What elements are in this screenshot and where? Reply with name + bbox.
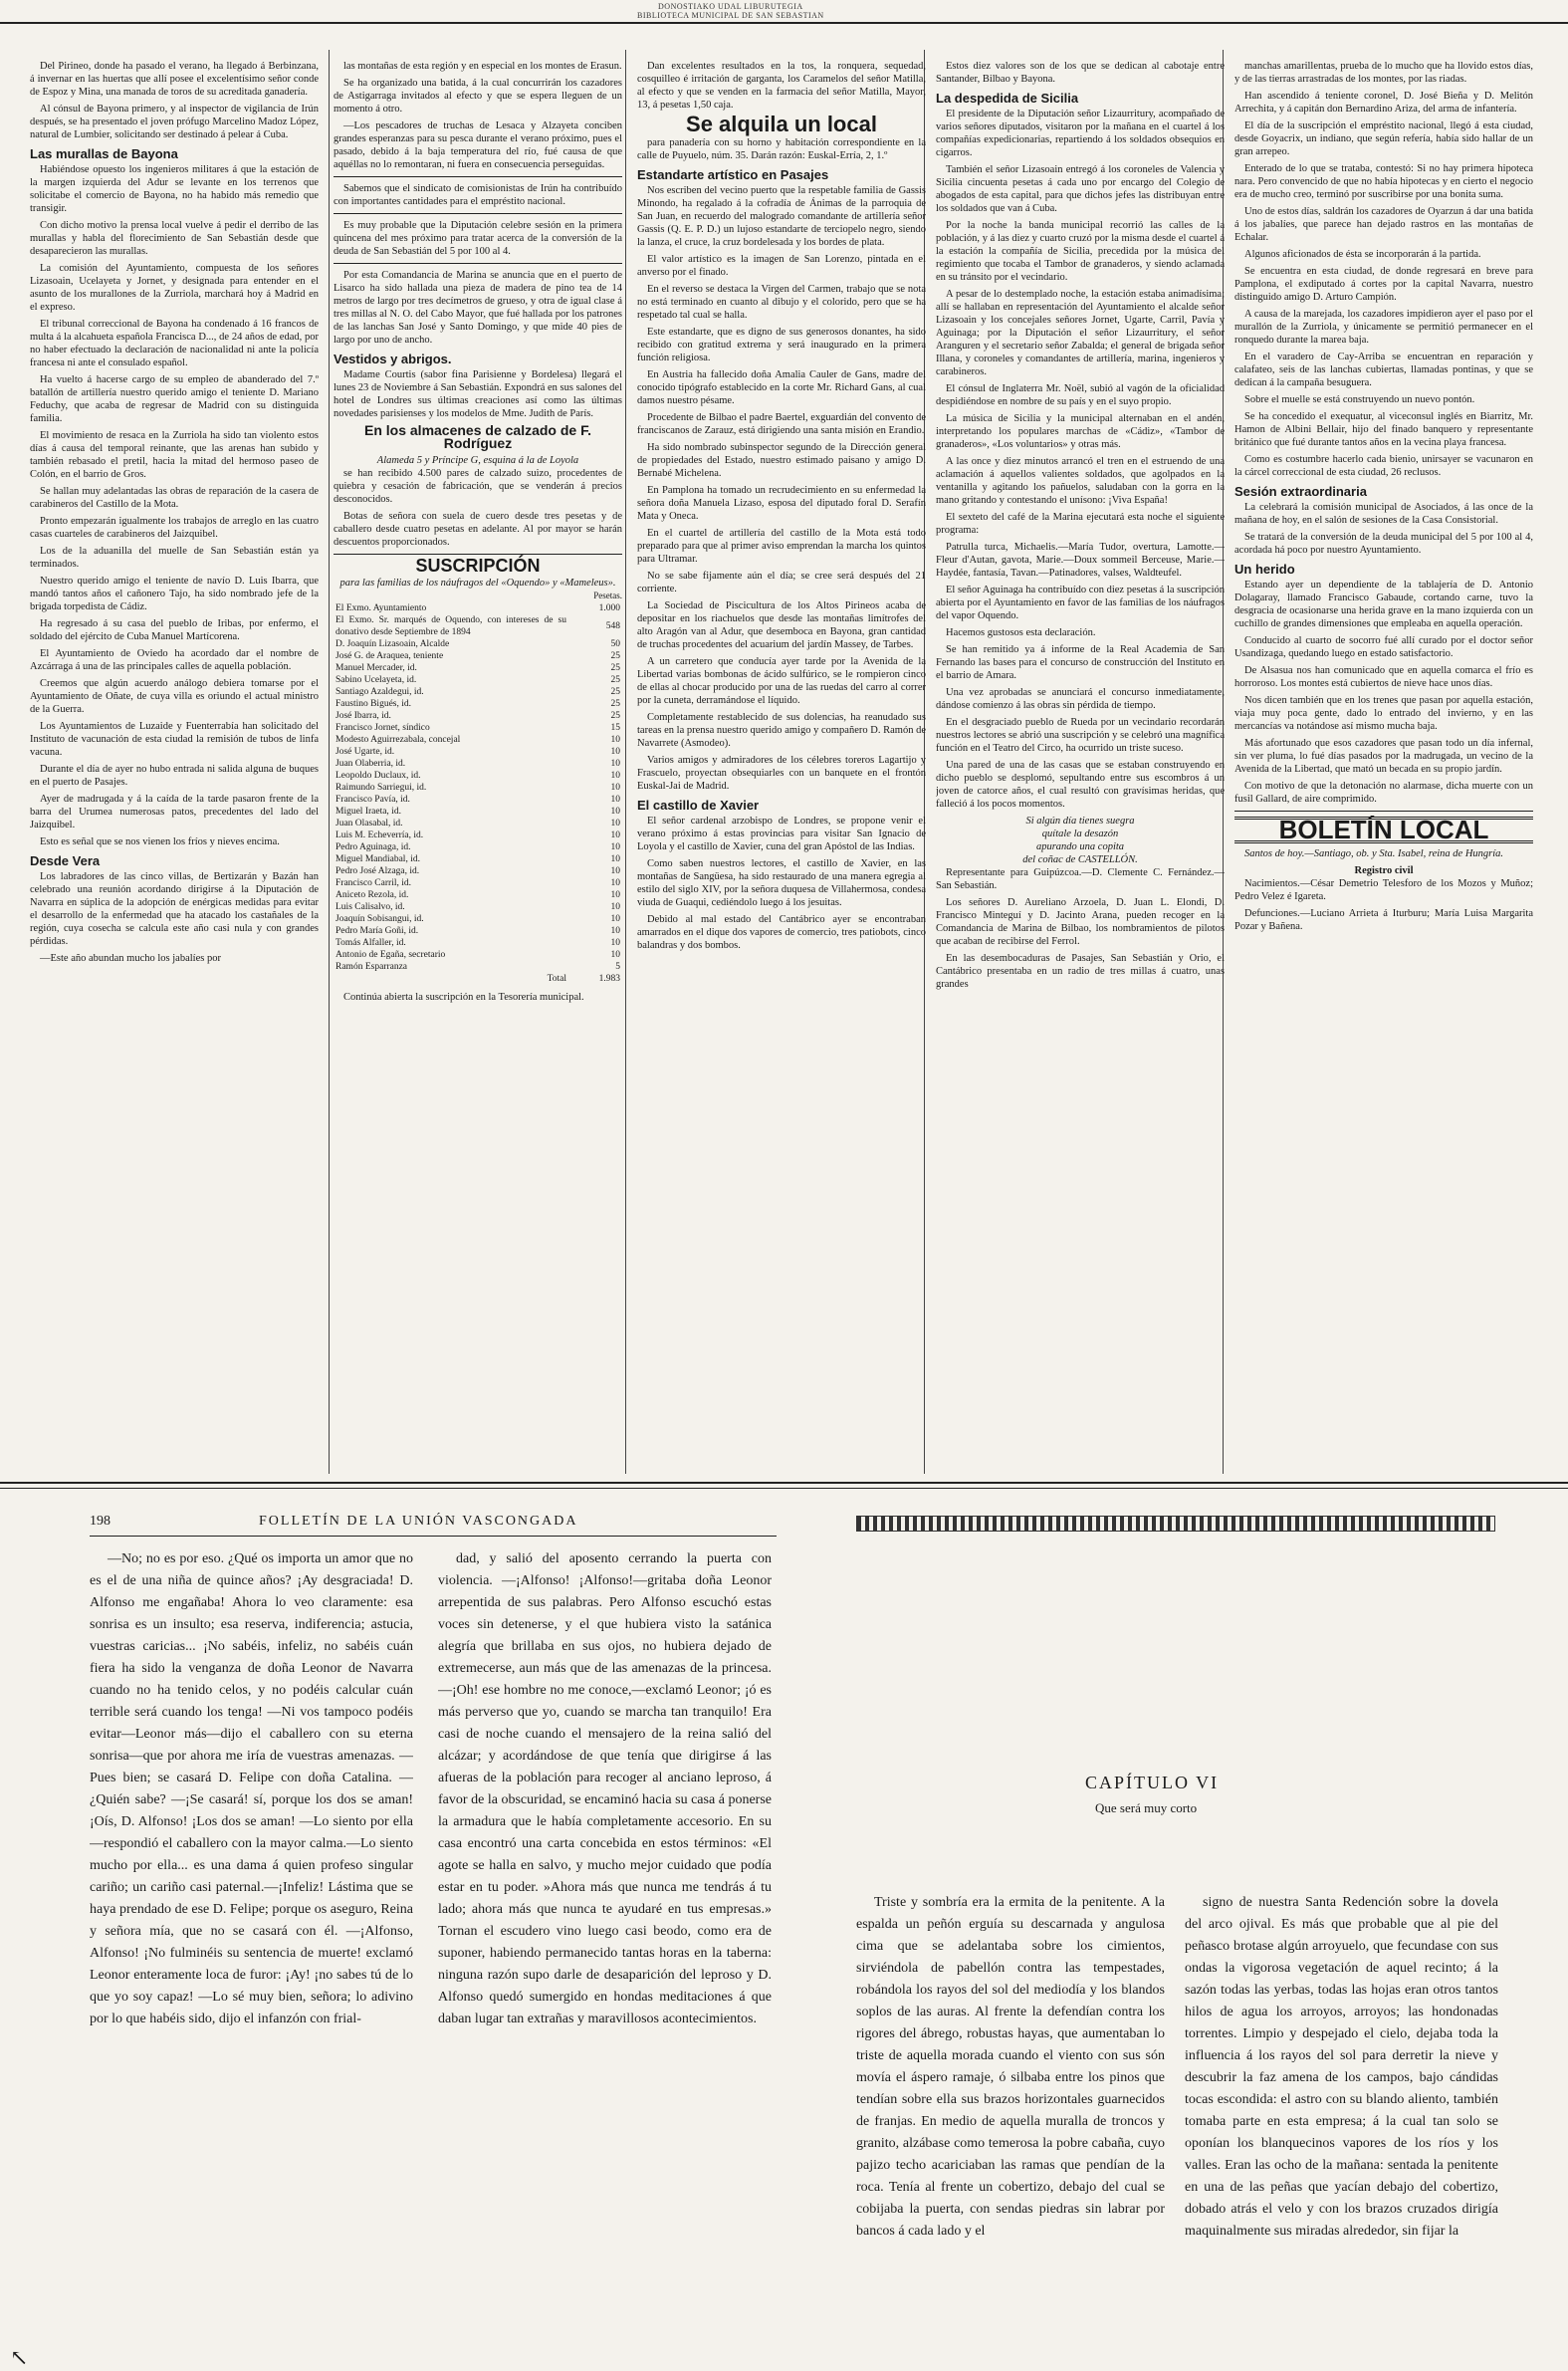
paragraph: Nacimientos.—César Demetrio Telesforo de los Mozos y Muñoz; Pedro Velez é Igareta. — [1234, 878, 1533, 902]
chapter-title: CAPÍTULO VI — [1085, 1773, 1220, 1792]
subscriber-name: Ramón Esparranza — [336, 962, 408, 972]
paragraph: —No; no es por eso. ¿Qué os importa un amor que no es el de una niña de quince años? ¡Ay desgraciada! D. Alfonso me engañaba! Ahora lo veo claramente: esa sonrisa es un insulto; esa reserva, indiferencia; astucia, vuestras caricias... ¡No sabéis, infeliz, no sabéis cuán fiera ha sido la venganza de doña Leonor de Navarra cuando no ha tenido celos, y no podéis calcular cuán terrible será cuando los tenga! —Ni vos tampoco podéis evitar—Leonor más—dijo el caballero con su eterna sonrisa—que por ahora me iría de vuestras amenazas. —Pues bien; se casará D. Felipe con doña Catalina. —¿Quién sabe? —¡Se casará! sí, porque los dos se aman! ¡Oís, D. Alfonso! ¡Los dos se aman! —Lo siento por ella—respondió el caballero con la mayor calma.—Lo siento mucho por ella... es una dama á quien profeso singular cariño; un cariño casi paternal.—¡Infeliz! Lástima que se haya prendado de ese D. Felipe; porque os aseguro, Reina y señora mía, que no se casará con él. —¡Alfonso, Alfonso! ¡No fulminéis su sentencia de muerte! exclamó Leonor enteramente loca de furor: ¡Ay! ¡no sabes tú de lo que yo soy capaz! —Lo sé muy bien, señora; lo adivino por lo que habéis sido, dijo el infanzón con frial- — [90, 1551, 413, 2026]
paragraph: En el reverso se destaca la Virgen del Carmen, trabajo que se nota no está terminado en cuanto al dibujo y el colorido, pero que se ha respetado tal cual se halla. — [637, 284, 926, 321]
subscription-row — [334, 746, 622, 758]
subscription-row — [334, 865, 622, 877]
chapter-subtitle: Que será muy corto — [1095, 1800, 1198, 1815]
subscription-row — [334, 853, 622, 865]
paragraph: Del Pirineo, donde ha pasado el verano, ha llegado á Berbinzana, á invernar en las huertas que allí posee el excelentísimo señor conde de Espoz y Mina, una manada de toros de su acreditada ganadería. — [30, 61, 319, 98]
paragraph: Completamente restablecido de sus dolencias, ha reanudado sus tareas en la prensa nuestro querido amigo y compañero D. Ramón de Navarrete (Asmodeo). — [637, 712, 926, 749]
paragraph: Al cónsul de Bayona primero, y al inspector de vigilancia de Irún después, se ha presentado el joven prófugo Marcelino Madoz López, natural de Lumbier, solicitando ser destinado á pelear á Cuba. — [30, 104, 319, 140]
subscription-amount: 10 — [610, 759, 620, 769]
subscription-amount: 10 — [610, 938, 620, 948]
subscriber-name: El Exmo. Sr. marqués de Oquendo, con intereses de su donativo desde Septiembre de 1894 — [336, 615, 566, 637]
library-stamp — [637, 2, 824, 20]
paragraph: Pronto empezarán igualmente los trabajos de arreglo en las cuatro casas cuarteles de carabineros del Jaizquibel. — [30, 516, 319, 540]
header-rule — [90, 1536, 777, 1537]
subscriber-name: Miguel Mandiabal, id. — [336, 854, 420, 864]
total-label: Total — [547, 974, 566, 984]
column-2 — [334, 60, 622, 1474]
subscription-row — [334, 877, 622, 889]
subscription-amount: 548 — [605, 621, 620, 631]
verse-line: quítale la desazón — [1041, 829, 1119, 839]
subscription-amount: 25 — [610, 699, 620, 709]
cursor-arrow-icon: ↖ — [10, 2345, 29, 2370]
paragraph: A causa de la marejada, los cazadores impidieron ayer el paso por el murallón de la Zurriola, y únicamente se permitió permanecer en el ronquedo durante la marea baja. — [1234, 309, 1533, 346]
subscriber-name: Joaquín Sobisangui, id. — [336, 914, 424, 924]
subscription-amount: 25 — [610, 711, 620, 721]
paragraph: —Este año abundan mucho los jabalíes por — [40, 953, 221, 964]
subscription-amount: 25 — [610, 687, 620, 697]
paragraph: Santos de hoy.—Santiago, ob. y Sta. Isabel, reina de Hungría. — [1244, 848, 1504, 859]
subscription-amount: 10 — [610, 842, 620, 852]
subscription-amount: 10 — [610, 890, 620, 900]
ad-title: En los almacenes de calzado de F. Rodríguez — [364, 422, 591, 451]
paragraph: dad, y salió del aposento cerrando la puerta con violencia. —¡Alfonso! ¡Alfonso!—gritaba doña Leonor arrepentida de sus palabras. Pero Alfonso escuchó estas voces sin detenerse, y el que hubiera visto la satánica alegría que brillaba en sus ojos, no hubiera dejado de extremecerse, aun más que de las amenazas de la princesa. —¡Oh! ese hombre no me conoce,—exclamó Leonor; ¡ó es más perverso que yo, cuando se marcha tan tranquilo! Era casi de noche cuando el mensajero de la reina salió del alcázar; y acordándose de que tenía que dirigirse á las afueras de la población para recoger al anciano leproso, á favor de la obscuridad, se encaminó hacia su casa á ponerse la armadura que le había completamente accesorio. En su casa encontró una carta concebida en estos términos: «El agote se halla en salvo, y mucho mejor cuidado que podía estar en tu poder. »Ahora más que nunca me tendrás á tu lado; ahora más que nunca te ayudaré en tus empresas.» Tornan el escudero vino luego casi beodo, como era de suponer, habiendo permanecido tantas horas en la taberna: ninguna razón supo darle de desaparición del leproso y D. Alfonso quedó sumergido en hondas meditaciones á que daban lugar tan extrañas y maravillosos acontecimientos. — [438, 1551, 772, 2026]
subscriber-name: Faustino Bigués, id. — [336, 699, 412, 709]
section-heading: Sesión extraordinaria — [1234, 484, 1367, 499]
subscription-amount: 25 — [610, 651, 620, 661]
paragraph: También el señor Lizasoain entregó á los coroneles de Valencia y Sicilia cincuenta pesetas á cada uno por encargo del Colegio de abogados de esta capital, para que dichos jefes las distribuyan entre los soldados que van á Cuba. — [936, 164, 1225, 214]
registro-civil-heading: Registro civil — [1354, 865, 1414, 876]
section-divider — [0, 1482, 1568, 1489]
subscription-row — [334, 841, 622, 853]
paragraph: Ha vuelto á hacerse cargo de su empleo de abanderado del 7.º batallón de artillería nuestro querido amigo el teniente D. Mariano Feduchy, que acaba de regresar de Madrid con su distinguida familia. — [30, 374, 319, 424]
paragraph: En el desgraciado pueblo de Rueda por un vecindario recordarán nuestros lectores se abrió una suscripción y se celebró una magnífica función en el Teatro del Circo, ha ocurrido un triste suceso. — [936, 717, 1225, 754]
subscription-amount: 25 — [610, 663, 620, 673]
paragraph: El presidente de la Diputación señor Lizaurritury, acompañado de varios señores diputados, visitaron por la mañana en el cuartel á los compañías expedicionarias, repartiendo á los soldados obsequios en cigarros. — [936, 109, 1225, 158]
paragraph: Hacemos gustosos esta declaración. — [946, 627, 1096, 638]
page-number: 198 — [90, 1514, 111, 1529]
subscriber-name: José G. de Araquea, teniente — [336, 651, 444, 661]
subscriber-name: Sabino Ucelayeta, id. — [336, 675, 417, 685]
subscription-amount: 10 — [610, 771, 620, 781]
subscription-total — [334, 973, 622, 985]
folletin-column-2 — [438, 1548, 772, 2345]
section-heading: Estandarte artístico en Pasajes — [637, 167, 829, 182]
paragraph: Triste y sombría era la ermita de la penitente. A la espalda un peñón erguía su descarnada y angulosa cima que se adelantaba sobre los cimientos, sirviéndola de pabellón contra las tempestades, robándola los rayos del sol del mediodía y los blandos soplos de las auras. Al frente la defendían contra los rigores del ábrego, robustas hayas, que aumentaban lo triste de aquella morada cuando el viento con sus són movía el áspero ramaje, ó silbaba entre los pinos que tendían sobre ella sus brazos horizontales guarnecidos de franjas. En medio de aquella muralla de troncos y granito, alzábase como temerosa la pobre cabaña, cuyo pajizo techo acariciaban las ramas que pendían de la roca. Tenía al frente un cobertizo, debajo del cual se cobijaba la puerta, con sendas piedras sin labrar por bancos á cada lado y el — [856, 1895, 1165, 2239]
paragraph: Han ascendido á teniente coronel, D. José Bieña y D. Melitón Arrechita, y á capitán don Bernardino Ariza, del arma de infantería. — [1234, 91, 1533, 115]
paragraph: Se ha concedido el exequatur, al viceconsul inglés en Biarritz, Mr. Hamon de Albini Bellair, hijo del finado banquero y representante británico que fué durante tantos años en la vecina playa francesa. — [1234, 411, 1533, 448]
subscriber-name: Aniceto Rezola, id. — [336, 890, 409, 900]
subscriber-name: Juan Olasabal, id. — [336, 819, 403, 829]
subscription-amount: 10 — [610, 783, 620, 793]
paragraph: Es muy probable que la Diputación celebre sesión en la primera quincena del mes próximo para tratar acerca de la conversión de la deuda de San Sebastián del 5 por 100 al 4. — [334, 220, 622, 257]
paragraph: Por la noche la banda municipal recorrió las calles de la población, y á las diez y cuarto cruzó por la misma desde el cuartel á la estación la compañía de Sicilia, precedida por la música del regimiento que tocaba el Tambor de granaderos, y siendo aclamada en su tránsito por el vecindario. — [936, 220, 1225, 283]
subscriber-name: Pedro Aguinaga, id. — [336, 842, 411, 852]
rule — [334, 213, 622, 214]
paragraph: Esto es señal que se nos vienen los fríos y nieves encima. — [40, 836, 280, 847]
paragraph: Patrulla turca, Michaelis.—María Tudor, overtura, Lamotte.—Fleur d'Autan, gavota, Marie.—Doux sommeil Berceuse, Marie.—Haydée, fantasía, Tavan.—Patinadores, valses, Waldteufel. — [936, 542, 1225, 579]
total-value: 1.983 — [598, 974, 620, 984]
subscriber-name: José Ugarte, id. — [336, 747, 395, 757]
subscription-row — [334, 913, 622, 925]
paragraph: Ayer de madrugada y á la caída de la tarde pasaron frente de la barra del Urumea numerosas patos, precedentes del lado del Jaizquibel. — [30, 794, 319, 830]
paragraph: El cónsul de Inglaterra Mr. Noël, subió al vagón de la oficialidad despidiéndose en nombre de su país y en el suyo propio. — [936, 383, 1225, 407]
paragraph: Una vez aprobadas se anunciará el concurso inmediatamente, dándose comienzo á las obras sin pérdida de tiempo. — [936, 687, 1225, 711]
subscriber-name: Tomás Alfaller, id. — [336, 938, 406, 948]
subscription-amount: 10 — [610, 747, 620, 757]
subscription-amount: 10 — [610, 878, 620, 888]
ornament-border — [856, 1516, 1495, 1532]
paragraph: En Austria ha fallecido doña Amalia Cauler de Gans, madre del conocido tipógrafo establecido en la corte Mr. Richard Gans, al cual damos nuestro pésame. — [637, 369, 926, 406]
paragraph: En las desembocaduras de Pasajes, San Sebastián y Orio, el Cantábrico presentaba en un radio de tres millas á cuatro, unas grandes — [936, 953, 1225, 990]
paragraph: —Los pescadores de truchas de Lesaca y Alzayeta conciben grandes esperanzas para su pesca durante el verano próximo, pues el pasado, debido á la baja temperatura del río, fué causa de que aquéllas no lo remontaran, ni fuera en consecuencia perseguidas. — [334, 120, 622, 170]
paragraph: Dan excelentes resultados en la tos, la ronquera, sequedad, cosquilleo é irritación de garganta, los Caramelos del señor Matilla, al efecto y que se venden en la farmacia del señor Matilla, Mayor, 13, á pesetas 1,50 caja. — [637, 61, 926, 111]
paragraph: Los labradores de las cinco villas, de Bertizarán y Bazán han celebrado una reunión acordando dirigirse á la Diputación de Navarra en súplica de la adopción de enérgicas medidas para evitar el desarrollo de la enfermedad que ha atacado los castañales de la región, cuya cosecha se calcula este año casi nula y con grandes pérdidas. — [30, 871, 319, 947]
subscriber-name: Luis M. Echeverría, id. — [336, 830, 424, 840]
subscriber-name: Miguel Iraeta, id. — [336, 807, 401, 817]
paragraph: Una pared de una de las casas que se estaban construyendo en dicho pueblo se desplomó, sepultando entre sus escombros á un joven de catorce años, el cual resultó con gravísimas heridas, que falleció á los pocos momentos. — [936, 760, 1225, 810]
paragraph: El movimiento de resaca en la Zurriola ha sido tan violento estos días á causa del temporal reinante, que las arenas han subido y también rebasado el pretil, hacia la mitad del hermoso paseo de Colón, en el barrio de Gros. — [30, 430, 319, 480]
subscriber-name: El Exmo. Ayuntamiento — [336, 603, 427, 613]
paragraph: Nuestro querido amigo el teniente de navío D. Luis Ibarra, que mandó tantos años el cañonero Tajo, ha sido nombrado jefe de la brigada torpedista de Cádiz. — [30, 576, 319, 612]
subscription-amount: 10 — [610, 819, 620, 829]
paragraph: Se ha organizado una batida, á la cual concurrirán los cazadores de Astigarraga invitados al efecto y que se espera lleguen de un momento á otro. — [334, 78, 622, 115]
paragraph: Sabemos que el sindicato de comisionistas de Irún ha contribuído con importantes cantidades para el empréstito nacional. — [334, 183, 622, 207]
subscription-subtitle: para las familias de los náufragos del «Oquendo» y «Mameleus». — [339, 578, 616, 589]
paragraph: Este estandarte, que es digno de sus generosos donantes, ha sido recibido con gratitud extrema y será inaugurado en la primera función religiosa. — [637, 327, 926, 363]
paragraph: No se sabe fijamente aún el día; se cree será después del 21 corriente. — [637, 571, 926, 594]
subscriber-name: José Ibarra, id. — [336, 711, 391, 721]
paragraph: Ha regresado á su casa del pueblo de Iribas, por enfermo, el soldado del ejército de Cuba Manuel Martícorena. — [30, 618, 319, 642]
verse-line: apurando una copita — [1035, 841, 1125, 852]
subscription-amount: 25 — [610, 675, 620, 685]
section-heading: Vestidos y abrigos. — [334, 352, 452, 366]
paragraph: Creemos que algún acuerdo análogo debiera tomarse por el Ayuntamiento de Oñate, de cuya villa es oriundo el actual ministro de la Guerra. — [30, 678, 319, 715]
subscriber-name: Santiago Azaldegui, id. — [336, 687, 424, 697]
subscriber-name: Francisco Jornet, síndico — [336, 723, 430, 733]
subscription-row — [334, 806, 622, 818]
paragraph: se han recibido 4.500 pares de calzado suizo, procedentes de quiebra y cesación de fabricación, que se venderán á precios desconocidos. — [334, 468, 622, 505]
paragraph: Estando ayer un dependiente de la tablajería de D. Antonio Dolagaray, llamado Francisco Gabaude, cortando carne, tuvo la desgracia de ocasionarse una herida grave en la mano izquierda con un cuchillo de grandes dimensiones que empleaba en aquella operación. — [1234, 580, 1533, 629]
paragraph: Habiéndose opuesto los ingenieros militares á que la estación de la margen izquierda del Adur se levante en los terrenos que solicitabe el comercio de Bayona, no ha habido más remedio que transigir. — [30, 164, 319, 214]
folletin-column-1 — [90, 1548, 413, 2345]
paragraph: En el cuartel de artillería del castillo de la Mota está todo preparado para que al primer aviso emprendan la marcha los quintos para Ultramar. — [637, 528, 926, 565]
paragraph: La música de Sicilia y la municipal alternaban en el andén, interpretando los populares marchas de «Cádiz», «Tambor de granaderos», «Los voluntarios» y otras más. — [936, 413, 1225, 450]
paragraph: Más afortunado que esos cazadores que pasan todo un día infernal, sin ver pluma, lo fué días pasados por la madrugada, un vecino de la Avenida de la Libertad, que mató un becada en su propio jardín. — [1234, 738, 1533, 775]
subscription-row — [334, 638, 622, 650]
subscription-amount: 50 — [610, 639, 620, 649]
subscriber-name: Francisco Pavía, id. — [336, 795, 410, 805]
header-strip — [0, 0, 1568, 24]
paragraph: para panadería con su horno y habitación correspondiente en la calle de Puyuelo, núm. 35. Darán razón: Euskal-Erría, 2, 1.º — [637, 137, 926, 161]
paragraph: Continúa abierta la suscripción en la Tesorería municipal. — [343, 992, 584, 1003]
ad-subtitle: Alameda 5 y Príncipe G, esquina á la de Loyola — [376, 455, 579, 466]
ad-title: Se alquila un local — [686, 112, 877, 136]
paragraph: La comisión del Ayuntamiento, compuesta de los señores Lizasoain, Ucelayeta y Jornet, y designada para entender en el asunto de los murallones de la Zurriola, marchará hoy á Madrid en el expreso. — [30, 263, 319, 313]
subscription-row — [334, 937, 622, 949]
subscription-row — [334, 961, 622, 973]
paragraph: Se tratará de la conversión de la deuda municipal del 5 por 100 al 4, acordada há poco por nuestro Ayuntamiento. — [1234, 532, 1533, 556]
paragraph: Como saben nuestros lectores, el castillo de Xavier, en las montañas de Sangüesa, ha sido restaurado de una manera egregia al estilo del siglo XIV, por la señora duquesa de Villahermosa, condesa viuda de Guaqui, cediéndolo luego á los jesuitas. — [637, 858, 926, 908]
paragraph: Los Ayuntamientos de Luzaide y Fuenterrabía han solicitado del Instituto de vacunación de esta ciudad la remisión de tubos de linfa vacuna. — [30, 721, 319, 758]
subscription-row — [334, 901, 622, 913]
paragraph: A un carretero que conducía ayer tarde por la Avenida de la Libertad varias bombonas de ácido sulfúrico, se le rompieron cinco de ellas al chocar producido por una de las ruedas del carro al correr por la cuneta, derramándose el líquido. — [637, 656, 926, 706]
paragraph: Procedente de Bilbao el padre Baertel, exguardián del convento de franciscanos de Zarauz, está dirigiendo una santa misión en Erandio. — [637, 412, 926, 436]
subscription-row — [334, 698, 622, 710]
boletin-local-title: BOLETÍN LOCAL — [1234, 817, 1533, 843]
subscriber-name: Antonio de Egaña, secretario — [336, 950, 446, 960]
paragraph: Por esta Comandancia de Marina se anuncia que en el puerto de Lisarco ha sido hallada una pieza de madera de pino tea de 14 metros de largo por tres decímetros de grueso, y otra de igual clase á tres millas al N. O. del Cabo Mayor, que fué hallada por los patrones de las lanchas San José y Santo Domingo, y que mide 40 pies de largo por uno de ancho. — [334, 270, 622, 346]
paragraph: Botas de señora con suela de cuero desde tres pesetas y de caballero desde cuatro pesetas en adelante. Al por mayor se harán descuentos proporcionados. — [334, 511, 622, 548]
paragraph: En Pamplona ha tomado un recrudecimiento en su enfermedad la señora doña Manuela Lizaso, esposa del diputado foral D. Serafín Mata y Oneca. — [637, 485, 926, 522]
subscription-unit: Pesetas. — [593, 591, 622, 600]
column-3 — [637, 60, 926, 1474]
rule — [1234, 811, 1533, 812]
folletin-section — [0, 1494, 1568, 2370]
subscriber-name: Manuel Mercader, id. — [336, 663, 417, 673]
paragraph: Durante el día de ayer no hubo entrada ni salida alguna de buques en el puerto de Pasajes. — [30, 764, 319, 788]
subscription-row — [334, 674, 622, 686]
paragraph: Con motivo de que la detonación no alarmase, dicha muerte con un fusil Gallard, de aire comprimido. — [1234, 781, 1533, 805]
paragraph: Como es costumbre hacerlo cada bienio, unirsayer se vacunaron en la cárcel correccional de esta ciudad, 26 reclusos. — [1234, 454, 1533, 478]
subscriber-name: Luis Calisalvo, id. — [336, 902, 405, 912]
subscription-row — [334, 770, 622, 782]
verse-line: Si algún día tienes suegra — [1025, 816, 1135, 827]
subscription-row — [334, 614, 622, 638]
paragraph: Con dicho motivo la prensa local vuelve á pedir el derribo de las murallas y habla del florecimiento de San Sebastián desde que desaparecieron las murallas. — [30, 220, 319, 257]
paragraph: Representante para Guipúzcoa.—D. Clemente C. Fernández.—San Sebastián. — [936, 867, 1225, 891]
subscriber-name: Leopoldo Duclaux, id. — [336, 771, 421, 781]
subscriber-name: Modesto Aguirrezabala, concejal — [336, 735, 461, 745]
verse — [936, 815, 1225, 866]
subscription-amount: 10 — [610, 914, 620, 924]
paragraph: El valor artístico es la imagen de San Lorenzo, pintada en el anverso por el finado. — [637, 254, 926, 278]
subscription-row — [334, 794, 622, 806]
paragraph: El sexteto del café de la Marina ejecutará esta noche el siguiente programa: — [936, 512, 1225, 536]
paragraph: A las once y diez minutos arrancó el tren en el estruendo de una aclamación á aquellos valientes soldados, que agolpados en la ventanilla y agitando los pañuelos, saludaban con la gorra en la mano gritando y contestando el unísono: ¡Viva España! — [936, 456, 1225, 506]
top-columns — [30, 60, 1543, 1474]
paragraph: Se encuentra en esta ciudad, de donde regresará en breve para Pamplona, el exdiputado á cortes por la capital Navarra, nuestro distinguido amigo D. Arturo Campión. — [1234, 266, 1533, 303]
subscriber-name: Raimundo Sarriegui, id. — [336, 783, 427, 793]
subscription-amount: 15 — [610, 723, 620, 733]
rule — [334, 176, 622, 177]
subscription-row — [334, 758, 622, 770]
subscription-row — [334, 686, 622, 698]
paragraph: El señor Aguinaga ha contribuído con diez pesetas á la suscripción abierta por el Ayuntamiento en favor de las familias de los náufragos del vapor Oquendo. — [936, 585, 1225, 621]
subscription-row — [334, 662, 622, 674]
paragraph: Se han remitido ya á informe de la Real Academia de San Fernando las bases para el concurso de construcción del Instituto en el barrio de Amara. — [936, 644, 1225, 681]
subscription-row — [334, 710, 622, 722]
column-5 — [1234, 60, 1533, 1474]
paragraph: A pesar de lo destemplado noche, la estación estaba animadísima; allí se hallaban en representación del Ayuntamiento el alcalde señor Lizasoain y los concejales señores Jornet, Ugarte, Carril, Pavía y Aguinaga; por la Diputación el señor Lizaurritury, el señor Aranguren y el secretario señor Zabalda; el general de brigada señor Illana, y coroneles y comandantes de artillería, marina, ingenieros y carabineros. — [936, 289, 1225, 377]
paragraph: Defunciones.—Luciano Arrieta á Iturburu; María Luisa Margarita Pozar y Bañena. — [1234, 908, 1533, 932]
paragraph: Los de la aduanilla del muelle de San Sebastián están ya terminados. — [30, 546, 319, 570]
paragraph: Ha sido nombrado subinspector segundo de la Dirección general de propiedades del Estado, nuestro estimado paisano y amigo D. Bernabé Michelena. — [637, 442, 926, 479]
subscription-title: SUSCRIPCIÓN — [415, 556, 541, 576]
subscription-row — [334, 734, 622, 746]
paragraph: Varios amigos y admiradores de los célebres toreros Lagartijo y Frascuelo, proyectan obsequiarles con un banquete en el frontón Euskal-Jai de Madrid. — [637, 755, 926, 792]
paragraph: manchas amarillentas, prueba de lo mucho que ha llovido estos días, y de las tierras arrastradas de los montes, por las riadas. — [1234, 61, 1533, 85]
subscription-row — [334, 602, 622, 614]
paragraph: El tribunal correccional de Bayona ha condenado á 16 francos de multa á la alcahueta española Francisca D..., de 24 años de edad, por no haber efectuado la declaración de nacionalidad ni ante la policía francesa ni ante el consulado español. — [30, 319, 319, 368]
section-heading: El castillo de Xavier — [637, 798, 760, 813]
paragraph: Estos diez valores son de los que se dedican al cabotaje entre Santander, Bilbao y Bayona. — [936, 61, 1225, 85]
subscriber-name: Francisco Carril, id. — [336, 878, 411, 888]
subscription-amount: 10 — [610, 866, 620, 876]
paragraph: El señor cardenal arzobispo de Londres, se propone venir el verano próximo á estas provincias para visitar San Ignacio de Loyola y el castillo de Xavier, cuna del gran Apóstol de las Indias. — [637, 816, 926, 852]
paragraph: las montañas de esta región y en especial en los montes de Erasun. — [343, 61, 622, 72]
folletin-column-3 — [856, 1892, 1165, 2360]
rule — [334, 554, 622, 555]
paragraph: El Ayuntamiento de Oviedo ha acordado dar el nombre de Azcárraga á una de las principales calles de aquella población. — [30, 648, 319, 672]
paragraph: Nos escriben del vecino puerto que la respetable familia de Gassis Minondo, ha regalado á la cofradía de Ánimas de la parroquia de San Juan, en recuerdo del malogrado comandante de artillería señor Gassis (Q. E. P. D.) un lujoso estandarte de terciopelo negro, siendo la lanza, el cruce, la cruz bordelesada y los bordes de plata. — [637, 185, 926, 248]
subscription-amount: 10 — [610, 807, 620, 817]
subscription-amount: 5 — [615, 962, 620, 972]
subscription-row — [334, 830, 622, 841]
subscription-amount: 10 — [610, 795, 620, 805]
subscriber-name: Juan Olaberria, id. — [336, 759, 406, 769]
paragraph: Nos dicen también que en los trenes que pasan por aquella estación, viaja muy poca gente, dado lo entrado del invierno, y en las mercancías va notándose así mismo mucha baja. — [1234, 695, 1533, 732]
paragraph: Enterado de lo que se trataba, contestó: Si no hay primera hipoteca nara. Pero convencido de que no había hipotecas y en cierto el negocio era de mucho creo, terminó por suscribirse por una bonita suma. — [1234, 163, 1533, 200]
folletin-column-4 — [1185, 1892, 1498, 2360]
subscription-row — [334, 949, 622, 961]
paragraph: La Sociedad de Piscicultura de los Altos Pirineos acaba de depositar en los riachuelos que desde las montañas limítrofes del alto Aragón van al Adur, que desemboca en Bayona, gran cantidad de truchas procedentes del acuarium del jardín Massey, de Tarbes. — [637, 600, 926, 650]
section-heading: Desde Vera — [30, 853, 101, 868]
subscription-row — [334, 818, 622, 830]
paragraph: La celebrará la comisión municipal de Asociados, á las once de la mañana de hoy, en el salón de sesiones de la Casa Consistorial. — [1234, 502, 1533, 526]
rule — [334, 263, 622, 264]
section-heading: Un herido — [1234, 562, 1295, 577]
subscription-row — [334, 650, 622, 662]
section-heading: Las murallas de Bayona — [30, 146, 178, 161]
column-1 — [30, 60, 319, 1474]
paragraph: De Alsasua nos han comunicado que en aquella comarca el frío es horroroso. Los montes está cubiertos de nieve hace unos días. — [1234, 665, 1533, 689]
paragraph: Conducido al cuarto de socorro fué allí curado por el doctor señor Usandizaga, quedando luego en estado satisfactorio. — [1234, 635, 1533, 659]
subscription-row — [334, 925, 622, 937]
stamp-line-2: BIBLIOTECA MUNICIPAL DE SAN SEBASTIAN — [637, 11, 824, 20]
paragraph: En el varadero de Cay-Arriba se encuentran en reparación y calafateo, seis de las lanchas cubiertas, llamadas pontinas, y que se dedican á la campaña besuguera. — [1234, 352, 1533, 388]
paragraph: Madame Courtis (sabor fina Parisienne y Bordelesa) llegará el lunes 23 de Noviembre á San Sebastián. Expondrá en sus salones del hotel de Londres sus últimas creaciones así como las últimas novedades parisienses y los modelos de Mme. Judith de París. — [334, 369, 622, 419]
subscription-row — [334, 782, 622, 794]
paragraph: Se hallan muy adelantadas las obras de reparación de la casera de carabineros del Castillo de la Mota. — [30, 486, 319, 510]
stamp-line-1: DONOSTIAKO UDAL LIBURUTEGIA — [658, 2, 803, 11]
paragraph: Los señores D. Aureliano Arzoela, D. Juan L. Elondi, D. Francisco Minteguí y D. Jacinto Arana, pueden recoger en la Comandancia de Marina de Bilbao, los nombramientos de pilotos que acaban de recibirse del Ferrol. — [936, 897, 1225, 947]
subscriber-name: Pedro José Alzaga, id. — [336, 866, 420, 876]
subscription-amount: 10 — [610, 735, 620, 745]
subscription-amount: 1.000 — [598, 603, 620, 613]
section-heading: La despedida de Sicilia — [936, 91, 1079, 106]
subscription-amount: 10 — [610, 926, 620, 936]
paragraph: El día de la suscripción el empréstito nacional, llegó á esta ciudad, desde Goyacrix, un indiano, que según refería, había sido hallar de un gran arrepeo. — [1234, 120, 1533, 157]
verse-line: del coñac de CASTELLÓN. — [1022, 854, 1138, 865]
paragraph: Debido al mal estado del Cantábrico ayer se encontraban amarrados en el dique dos vapores de comercio, tres patiobots, cinco balandras y dos bombos. — [637, 914, 926, 951]
subscription-table — [334, 602, 622, 973]
column-4 — [936, 60, 1225, 1474]
subscriber-name: Pedro María Goñi, id. — [336, 926, 419, 936]
subscriber-name: D. Joaquín Lizasoain, Alcalde — [336, 639, 450, 649]
paragraph: Uno de estos días, saldrán los cazadores de Oyarzun á dar una batida á los jabalíes, que parece han dejado rastros en las montañas de Echalar. — [1234, 206, 1533, 243]
subscription-row — [334, 722, 622, 734]
paragraph: Sobre el muelle se está construyendo un nuevo pontón. — [1244, 394, 1475, 405]
folletin-title: FOLLETÍN DE LA UNIÓN VASCONGADA — [259, 1514, 578, 1529]
subscription-amount: 10 — [610, 854, 620, 864]
subscription-amount: 10 — [610, 830, 620, 840]
paragraph: Algunos aficionados de ésta se incorporarán á la partida. — [1244, 249, 1481, 260]
subscription-amount: 10 — [610, 902, 620, 912]
subscription-amount: 10 — [610, 950, 620, 960]
subscription-row — [334, 889, 622, 901]
paragraph: signo de nuestra Santa Redención sobre la dovela del arco ojival. Es más que probable que al pie del peñasco brotase algún arroyuelo, que fecundase con sus ondas la vigorosa vegetación de aquel recinto; á la sazón todas las yerbas, todas las hojas eran otros tantos hilos de agua los arroyos, arroyos; las hondonadas torrentes. Limpio y despejado el cielo, dejaba toda la influencia á los rayos del sol para derretir la nieve y descubrir la faz amena de los campos, bajo cándidas tocas escondida: el astro con su blando aliento, también tomaba parte en esta empresa; á la cual tan solo se oponían los blanquecinos vapores de los ríos y los valles. Eran las ocho de la mañana: sentada la penitente en una de las peñas que yacían debajo del cobertizo, dobado atrás el velo y con los brazos cruzados dirigía maquinalmente sus miradas alrededor, sin fijar la — [1185, 1895, 1498, 2239]
